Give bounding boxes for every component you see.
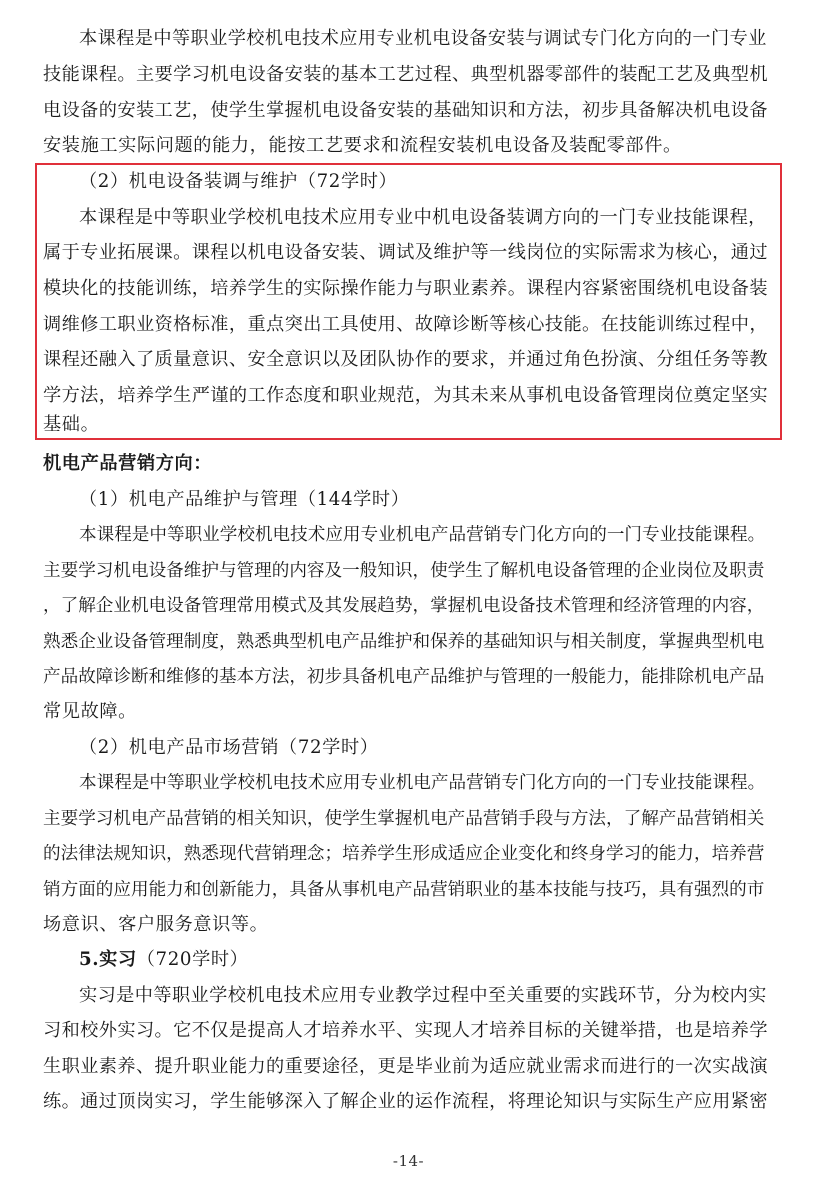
internship-heading (79, 945, 773, 975)
paragraph-line: 熟悉企业设备管理制度，熟悉典型机电产品维护和保养的基础知识与相关制度，掌握典型机电 (43, 632, 765, 652)
section-title: （2）机电产品市场营销（72学时） (79, 737, 379, 758)
paragraph-line: 基础。 (43, 414, 100, 435)
paragraph-line: 销方面的应用能力和创新能力，具备从事机电产品营销职业的基本技能与技巧，具有强烈的市 (43, 880, 765, 900)
paragraph-line: 本课程是中等职业学校机电技术应用专业机电产品营销专门化方向的一门专业技能课程。 (79, 773, 766, 793)
internship-heading-hours: （720学时） (136, 949, 249, 970)
paragraph-line: 的法律法规知识，熟悉现代营销理念；培养学生形成适应企业变化和终身学习的能力，培养营 (43, 844, 765, 864)
paragraph-line: 属于专业拓展课。课程以机电设备安装、调试及维护等一线岗位的实际需求为核心，通过 (43, 242, 768, 263)
paragraph-line: 常见故障。 (43, 701, 137, 722)
paragraph-line: 本课程是中等职业学校机电技术应用专业机电产品营销专门化方向的一门专业技能课程。 (79, 525, 766, 545)
paragraph-line: 习和校外实习。它不仅是提高人才培养水平、实现人才培养目标的关键举措，也是培养学 (43, 1020, 768, 1041)
paragraph-line: 产品故障诊断和维修的基本方法，初步具备机电产品维护与管理的一般能力，能排除机电产品 (43, 667, 765, 687)
paragraph-line: 课程还融入了质量意识、安全意识以及团队协作的要求，并通过角色扮演、分组任务等教 (43, 349, 768, 370)
page-number: -14- (392, 1152, 425, 1170)
paragraph-line: 实习是中等职业学校机电技术应用专业教学过程中至关重要的实践环节，分为校内实 (79, 985, 767, 1006)
paragraph-line: 调维修工职业资格标准，重点突出工具使用、故障诊断等核心技能。在技能训练过程中， (43, 314, 768, 335)
section-title: （1）机电产品维护与管理（144学时） (79, 489, 410, 510)
paragraph-line: 生职业素养、提升职业能力的重要途径，更是毕业前为适应就业需求而进行的一次实战演 (43, 1056, 768, 1077)
paragraph-line: 场意识、客户服务意识等。 (43, 914, 269, 935)
section-title: （2）机电设备装调与维护（72学时） (79, 171, 398, 192)
paragraph-line: 本课程是中等职业学校机电技术应用专业中机电设备装调方向的一门专业技能课程， (79, 207, 767, 228)
paragraph-line: 主要学习机电产品营销的相关知识，使学生掌握机电产品营销手段与方法，了解产品营销相关 (43, 809, 765, 829)
paragraph-line: 模块化的技能训练，培养学生的实际操作能力与职业素养。课程内容紧密围绕机电设备装 (43, 278, 768, 299)
paragraph-line: 技能课程。主要学习机电设备安装的基本工艺过程、典型机器零部件的装配工艺及典型机 (43, 64, 768, 85)
paragraph-line: 本课程是中等职业学校机电技术应用专业机电设备安装与调试专门化方向的一门专业 (79, 28, 767, 49)
paragraph-line: 电设备的安装工艺，使学生掌握机电设备安装的基础知识和方法，初步具备解决机电设备 (43, 100, 768, 121)
paragraph-line: 练。通过顶岗实习，学生能够深入了解企业的运作流程，将理论知识与实际生产应用紧密 (43, 1091, 768, 1112)
paragraph-line: 学方法，培养学生严谨的工作态度和职业规范，为其未来从事机电设备管理岗位奠定坚实 (43, 385, 768, 406)
direction-heading: 机电产品营销方向： (43, 453, 213, 474)
paragraph-line: ，了解企业机电设备管理常用模式及其发展趋势，掌握机电设备技术管理和经济管理的内容， (43, 596, 765, 616)
paragraph-line: 主要学习机电设备维护与管理的内容及一般知识，使学生了解机电设备管理的企业岗位及职责 (43, 561, 765, 581)
paragraph-line: 安装施工实际问题的能力，能按工艺要求和流程安装机电设备及装配零部件。 (43, 135, 682, 156)
internship-heading-number: 5.实习 (79, 949, 137, 970)
